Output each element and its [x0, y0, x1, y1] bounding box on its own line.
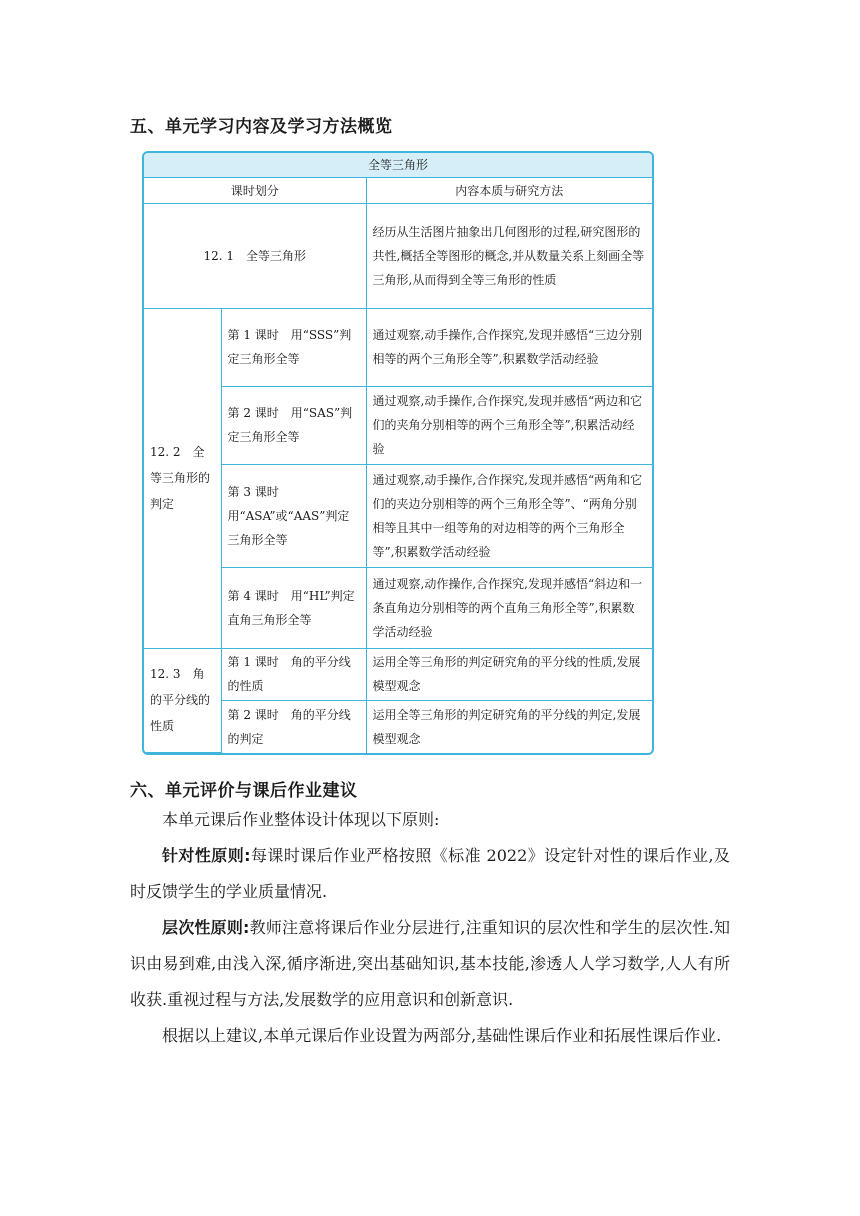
col-header-content-method: 内容本质与研究方法 — [366, 178, 652, 204]
method-cell: 运用全等三角形的判定研究角的平分线的判定,发展模型观念 — [366, 700, 652, 752]
intro-paragraph: 本单元课后作业整体设计体现以下原则: — [162, 810, 440, 829]
section-five-title: 五、单元学习内容及学习方法概览 — [130, 117, 393, 137]
table-title: 全等三角形 — [144, 153, 652, 178]
section-cell-12-1: 12. 1 全等三角形 — [144, 204, 366, 308]
method-cell: 通过观察,动手操作,合作探究,发现并感悟“两边和它们的夹角分别相等的两个三角形全等”,积累活动经验 — [366, 386, 652, 464]
section-six-title: 六、单元评价与课后作业建议 — [130, 781, 358, 801]
lesson-cell: 第 3 课时 用“ASA”或“AAS”判定三角形全等 — [221, 465, 366, 568]
table-row — [144, 700, 652, 752]
table-title-row — [144, 153, 652, 178]
principle-layered-text: 教师注意将课后作业分层进行,注重知识的层次性和学生的层次性.知识由易到难,由浅入深,循序渐进,突出基础知识,基本技能,渗透人人学习数学,人人有所收获.重视过程与方法,发展数学的应用意识和创新意识. — [130, 918, 730, 1009]
conclusion-paragraph: 根据以上建议,本单元课后作业设置为两部分,基础性课后作业和拓展性课后作业. — [162, 1026, 722, 1045]
unit-overview-table — [144, 153, 652, 753]
method-cell: 通过观察,动作操作,合作探究,发现并感悟“斜边和一条直角边分别相等的两个直角三角形全等”,积累数学活动经验 — [366, 568, 652, 648]
method-cell: 经历从生活图片抽象出几何图形的过程,研究图形的共性,概括全等图形的概念,并从数量关系上刻画全等三角形,从而得到全等三角形的性质 — [366, 204, 652, 308]
table-row — [144, 648, 652, 700]
section-cell-12-3: 12. 3 角的平分线的性质 — [144, 648, 221, 752]
method-cell: 通过观察,动手操作,合作探究,发现并感悟“三边分别相等的两个三角形全等”,积累数学活动经验 — [366, 308, 652, 386]
principle-layered-label: 层次性原则: — [162, 918, 250, 937]
principle-targeted-label: 针对性原则: — [162, 846, 251, 865]
table-header-row — [144, 178, 652, 204]
table-row — [144, 204, 652, 308]
principle-targeted-paragraph — [130, 838, 730, 910]
lesson-cell: 第 1 课时 角的平分线的性质 — [221, 648, 366, 700]
method-cell: 通过观察,动手操作,合作探究,发现并感悟“两角和它们的夹边分别相等的两个三角形全等”、“两角分别相等且其中一组等角的对边相等的两个三角形全等”,积累数学活动经验 — [366, 465, 652, 568]
table-row — [144, 386, 652, 464]
lesson-cell: 第 2 课时 用“SAS”判定三角形全等 — [221, 386, 366, 464]
col-header-lesson-division: 课时划分 — [144, 178, 366, 204]
unit-overview-table-frame — [142, 151, 654, 755]
table-row — [144, 465, 652, 568]
section-cell-12-2: 12. 2 全等三角形的判定 — [144, 308, 221, 648]
lesson-cell: 第 2 课时 角的平分线的判定 — [221, 700, 366, 752]
lesson-cell: 第 1 课时 用“SSS”判定三角形全等 — [221, 308, 366, 386]
principle-targeted-text: 每课时课后作业严格按照《标准 2022》设定针对性的课后作业,及时反馈学生的学业质量情况. — [130, 846, 730, 901]
lesson-cell: 第 4 课时 用“HL”判定直角三角形全等 — [221, 568, 366, 648]
principle-layered-paragraph — [130, 910, 730, 1018]
table-row — [144, 308, 652, 386]
table-row — [144, 568, 652, 648]
method-cell: 运用全等三角形的判定研究角的平分线的性质,发展模型观念 — [366, 648, 652, 700]
